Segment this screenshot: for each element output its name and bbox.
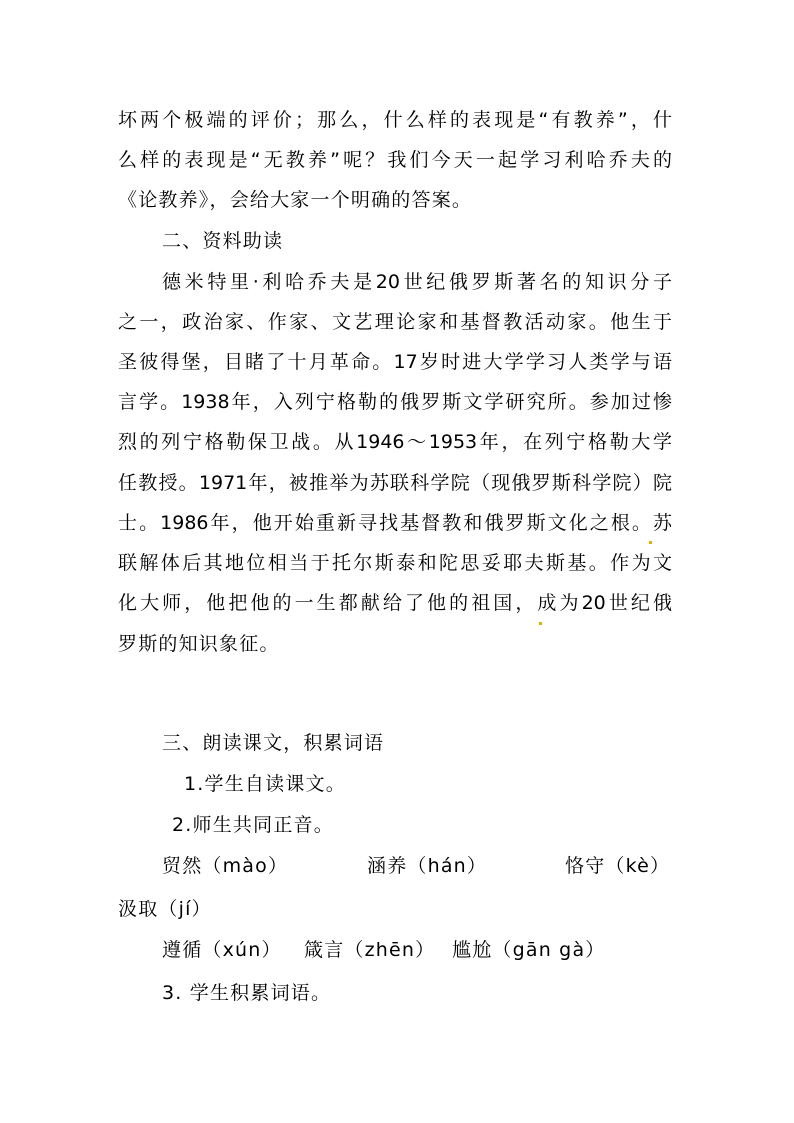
paragraph-line: 任教授。1971年，被推举为苏联科学院（现俄罗斯科学院）院 xyxy=(118,472,672,494)
step-3: 3. 学生积累词语。 xyxy=(162,982,332,1004)
intro-line-1: 坏两个极端的评价；那么，什么样的表现是“有教养”，什 xyxy=(118,109,672,131)
edit-mark xyxy=(539,622,542,625)
vocab-word: 汲取（jí） xyxy=(118,898,212,920)
section-heading-2: 二、资料助读 xyxy=(162,230,284,252)
vocab-word: 贸然（mào） xyxy=(162,855,289,877)
edit-mark xyxy=(649,541,652,544)
vocab-word: 箴言（zhēn） xyxy=(304,939,436,961)
vocab-word: 尴尬（gān gà） xyxy=(452,939,606,961)
step-2: 2.师生共同正音。 xyxy=(172,814,334,836)
paragraph-line: 圣彼得堡，目睹了十月革命。17岁时进大学学习人类学与语 xyxy=(118,351,672,373)
paragraph-line: 联解体后其地位相当于托尔斯泰和陀思妥耶夫斯基。作为文 xyxy=(118,552,672,574)
paragraph-line: 德米特里·利哈乔夫是20世纪俄罗斯著名的知识分子 xyxy=(162,271,672,293)
intro-line-2: 么样的表现是“无教养”呢？我们今天一起学习利哈乔夫的 xyxy=(118,149,672,171)
paragraph-line: 言学。1938年，入列宁格勒的俄罗斯文学研究所。参加过惨 xyxy=(118,391,672,413)
vocab-word: 恪守（kè） xyxy=(565,855,671,877)
vocab-word: 遵循（xún） xyxy=(162,939,282,961)
paragraph-line: 烈的列宁格勒保卫战。从1946～1953年，在列宁格勒大学 xyxy=(118,431,672,453)
intro-line-3: 《论教养》，会给大家一个明确的答案。 xyxy=(118,189,473,211)
section-heading-3: 三、朗读课文，积累词语 xyxy=(162,732,385,754)
step-1: 1.学生自读课文。 xyxy=(184,773,346,795)
paragraph-line: 之一，政治家、作家、文艺理论家和基督教活动家。他生于 xyxy=(118,311,672,333)
paragraph-line: 士。1986年，他开始重新寻找基督教和俄罗斯文化之根。苏 xyxy=(118,512,672,534)
paragraph-line: 罗斯的知识象征。 xyxy=(118,633,280,655)
paragraph-line: 化大师，他把他的一生都献给了他的祖国，成为20世纪俄 xyxy=(118,592,672,614)
vocab-word: 涵养（hán） xyxy=(367,855,488,877)
